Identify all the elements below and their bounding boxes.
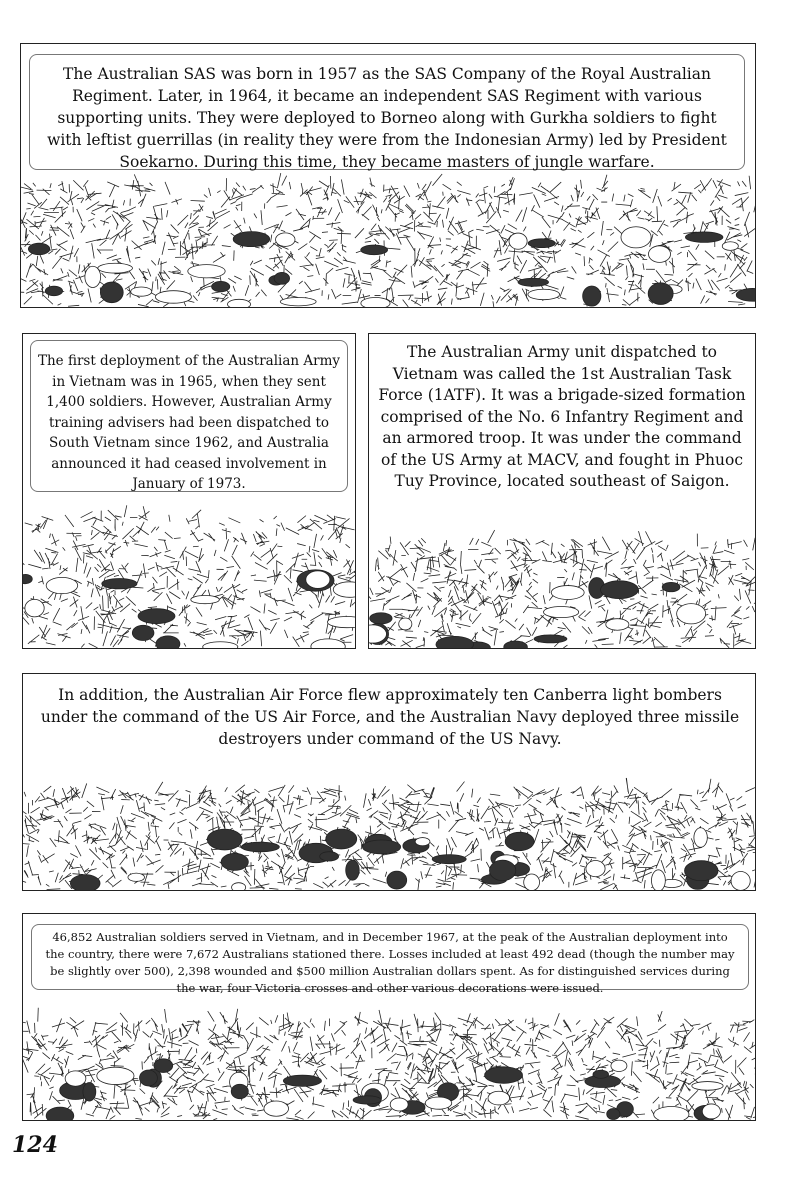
leaf-shape (188, 265, 225, 278)
leaf-shape (528, 239, 555, 248)
caption-text: The Australian Army unit dispatched to Vietnam was called the 1st Australian Task Force (1ATF). It was a brigade-sized formation comprised of the No. 6 Infantry Regiment and an armored troop. It was under the command of the US Army at MACV, and fought in Phuoc Tuy Province, located southeast of Saigon. (378, 343, 746, 490)
leaf-shape (505, 832, 534, 850)
leaf-shape (85, 266, 101, 287)
leaf-shape (607, 1108, 620, 1119)
leaf-shape (283, 1075, 321, 1086)
leaf-shape (132, 625, 154, 640)
leaf-shape (100, 282, 123, 303)
leaf-shape (233, 232, 270, 247)
leaf-shape (432, 855, 466, 864)
leaf-shape (685, 232, 723, 242)
leaf-shape (311, 639, 345, 648)
leaf-shape (361, 245, 388, 255)
leaf-shape (488, 1091, 510, 1105)
leaf-shape (156, 636, 180, 648)
leaf-shape (46, 1107, 74, 1120)
leaf-shape (353, 1096, 381, 1104)
leaf-shape (203, 642, 238, 648)
leaf-shape (228, 299, 251, 307)
leaf-shape (241, 842, 279, 852)
leaf-shape (232, 883, 246, 890)
soldier-in-grass-illustration (23, 774, 755, 890)
leaf-shape (649, 246, 671, 263)
leaf-shape (518, 278, 549, 286)
leaf-shape (280, 297, 316, 305)
leaf-shape (611, 1060, 627, 1071)
leaf-shape (70, 875, 100, 890)
leaf-shape (651, 870, 665, 890)
soldiers-in-undergrowth-illustration (23, 1004, 755, 1120)
leaf-shape (102, 579, 137, 589)
leaf-shape (264, 1101, 289, 1116)
leaf-shape (600, 581, 638, 599)
panel-sas-jungle (20, 43, 756, 308)
leaf-shape (362, 840, 400, 854)
page-number: 124 (12, 1132, 58, 1158)
leaf-shape (390, 1098, 408, 1111)
caption-box: The Australian SAS was born in 1957 as the SAS Company of the Royal Australian Regiment. Later, in 1964, it became an independent SAS Regiment with various supporting units. They were deployed to Borneo along with Gurkha soldiers to fight with leftist guerrillas (in reality they were from the Indonesian Army) led by President Soekarno. During this time, they became masters of jungle warfare. (29, 54, 745, 170)
leaf-shape (128, 873, 145, 881)
caption-text: In addition, the Australian Air Force flew approximately ten Canberra light bombers under the command of the US Air Force, and the Australian Navy deployed three missile destroyers under command of the US Navy. (40, 686, 740, 748)
leaf-shape (370, 613, 392, 624)
leaf-shape (399, 618, 412, 630)
leaf-shape (648, 283, 673, 305)
leaf-shape (231, 1084, 248, 1099)
leaf-shape (504, 641, 528, 648)
leaf-shape (306, 571, 330, 588)
leaf-shape (654, 1106, 689, 1120)
leaf-shape (583, 286, 601, 306)
leaf-shape (154, 1059, 173, 1073)
panel-air-force-navy (22, 673, 756, 891)
leaf-shape (320, 852, 339, 861)
panel-statistics (22, 913, 756, 1121)
leaf-shape (722, 242, 738, 251)
panel-task-force (368, 333, 756, 649)
leaf-shape (551, 586, 584, 600)
leaf-shape (361, 298, 390, 307)
leaf-shape (45, 286, 62, 296)
leaf-shape (65, 1071, 86, 1086)
leaf-shape (544, 607, 579, 618)
leaf-shape (276, 233, 295, 247)
leaf-shape (25, 599, 44, 617)
leaf-shape (387, 871, 407, 889)
leaf-shape (702, 1104, 720, 1119)
leaf-shape (140, 1070, 158, 1086)
leaf-shape (694, 828, 707, 848)
panel-first-deployment (22, 333, 356, 649)
leaf-shape (221, 853, 248, 870)
leaf-shape (485, 1067, 523, 1084)
leaf-shape (677, 604, 706, 624)
leaf-shape (138, 609, 175, 624)
leaf-shape (328, 616, 355, 627)
leaf-shape (692, 1082, 723, 1091)
leaf-shape (274, 272, 289, 284)
leaf-shape (685, 861, 719, 881)
leaf-shape (621, 227, 651, 248)
leaf-shape (524, 874, 540, 890)
leaf-shape (28, 243, 49, 255)
leaf-shape (83, 1082, 96, 1101)
leaf-shape (662, 582, 680, 591)
leaf-shape (489, 860, 515, 881)
leaf-shape (586, 861, 605, 877)
leaf-shape (155, 291, 191, 304)
leaf-shape (326, 829, 357, 849)
leaf-shape (731, 872, 750, 890)
leaf-shape (97, 1067, 134, 1084)
leaf-shape (212, 281, 230, 291)
leaf-shape (528, 289, 560, 299)
leaf-shape (606, 619, 629, 631)
hands-with-wire-illustration (369, 524, 755, 648)
caption-box: The first deployment of the Australian Army in Vietnam was in 1965, when they sent 1,400 soldiers. However, Australian Army training advisers had been dispatched to South Vietnam since 1962, and Australia announced it had ceased involvement in January of 1973. (30, 340, 348, 492)
caption-box: 46,852 Australian soldiers served in Vietnam, and in December 1967, at the peak of the Australian deployment into the country, there were 7,672 Australians stationed there. Losses included at least 492 dead (though the number may be slightly over 500), 2,398 wounded and $500 million Australian dollars spent. As for distinguished services during the war, four Victoria crosses and other various decorations were issued. (31, 924, 749, 990)
leaf-shape (191, 595, 220, 603)
leaf-shape (131, 287, 152, 296)
soldier-with-radio-illustration (23, 494, 355, 648)
leaf-shape (46, 577, 78, 593)
leaf-shape (346, 860, 360, 880)
foliage-hatching (23, 1008, 755, 1120)
leaf-shape (98, 263, 133, 273)
leaf-shape (509, 233, 527, 249)
leaf-shape (534, 635, 567, 643)
leaf-shape (207, 829, 242, 850)
leaf-shape (593, 1070, 608, 1078)
leaf-shape (425, 1097, 451, 1109)
jungle-soldiers-illustration (21, 164, 755, 307)
leaf-shape (23, 574, 32, 583)
leaf-shape (436, 636, 474, 648)
leaf-shape (415, 838, 430, 846)
